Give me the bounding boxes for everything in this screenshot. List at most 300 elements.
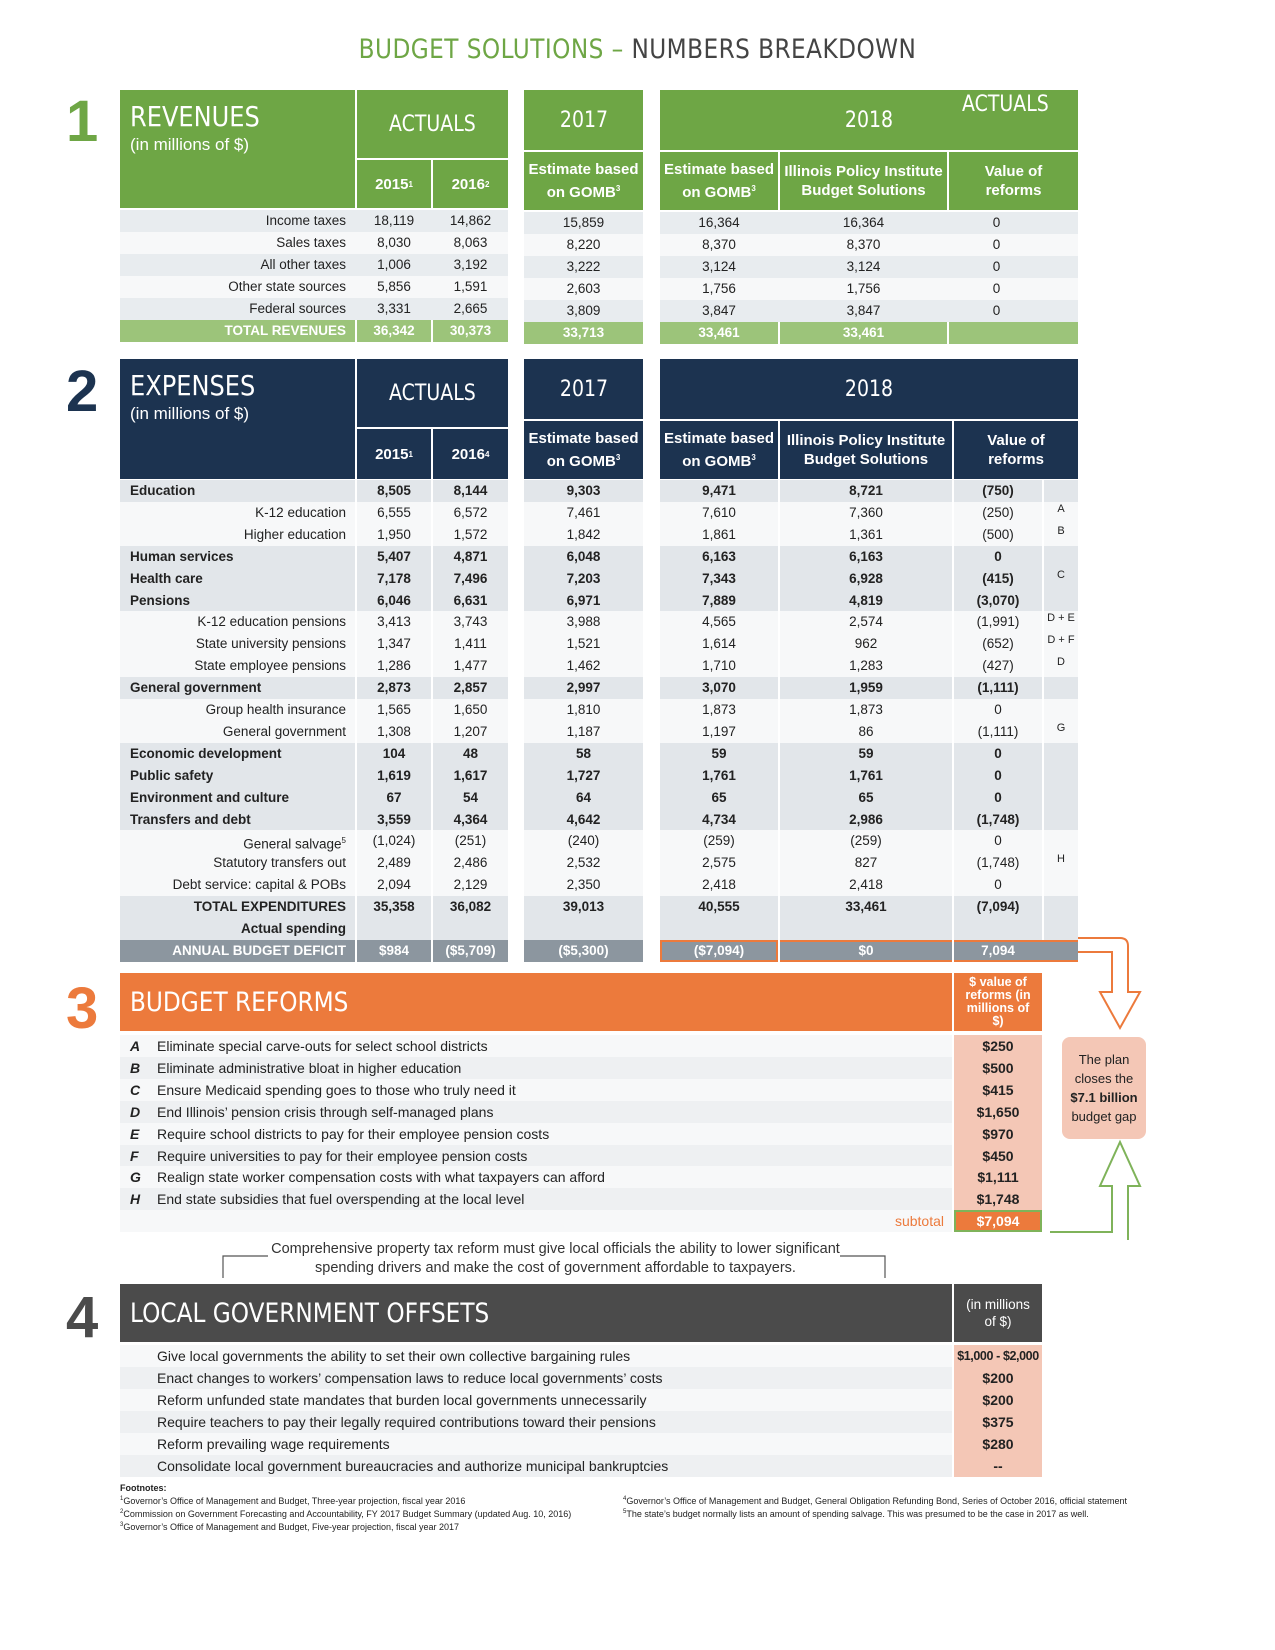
cell-2017-estimate: 6,971 bbox=[566, 593, 601, 608]
reform-value: $970 bbox=[982, 1126, 1014, 1142]
cell-2016: 3,192 bbox=[453, 257, 488, 272]
offset-value: $200 bbox=[982, 1392, 1014, 1408]
cell-2018-estimate: 1,756 bbox=[702, 281, 736, 296]
cell-2017-estimate: 1,521 bbox=[566, 636, 601, 651]
cell-2015: 6,555 bbox=[377, 505, 411, 520]
offset-value: $200 bbox=[982, 1370, 1014, 1386]
reform-reference: A bbox=[1057, 503, 1065, 515]
reform-reference bbox=[1044, 695, 1078, 717]
revenues-header bbox=[120, 90, 355, 208]
cell-2017-estimate: (240) bbox=[567, 833, 600, 848]
cell-vor: (3,070) bbox=[976, 593, 1020, 608]
cell-2016: 2,665 bbox=[453, 301, 488, 316]
cell-2018-estimate: 40,555 bbox=[698, 899, 740, 914]
cell-ipi: 2,574 bbox=[849, 614, 883, 629]
expenses-2018-header: 2018 bbox=[660, 359, 1078, 419]
cell-2017-estimate: 4,642 bbox=[566, 812, 601, 827]
expenses-col-2016: 2016 4 bbox=[433, 429, 508, 479]
cell-2016: (251) bbox=[454, 833, 487, 848]
cell-ipi: 6,163 bbox=[849, 549, 883, 564]
cell-ipi: 1,761 bbox=[849, 768, 883, 783]
cell-2015: 5,856 bbox=[377, 279, 411, 294]
cell-vor bbox=[954, 918, 1042, 940]
expenses-col-2015: 2015 1 bbox=[357, 429, 431, 479]
cell-vor: (7,094) bbox=[976, 899, 1020, 914]
offsets-title: LOCAL GOVERNMENT OFFSETS bbox=[130, 1297, 490, 1329]
cell-2018-estimate: 7,343 bbox=[702, 571, 736, 586]
cell-2016: 1,591 bbox=[453, 279, 488, 294]
reform-reference: G bbox=[1056, 722, 1066, 734]
cell-2016: 54 bbox=[462, 790, 479, 805]
table-row-label: Actual spending bbox=[240, 921, 346, 936]
cell-2018-estimate: 4,565 bbox=[702, 614, 736, 629]
section-number-2: 2 bbox=[66, 359, 99, 424]
reform-value: $415 bbox=[982, 1082, 1014, 1098]
cell-2018-estimate: 9,471 bbox=[702, 483, 736, 498]
deficit-2017: ($5,300) bbox=[558, 943, 609, 958]
deficit-vor: 7,094 bbox=[981, 943, 1015, 958]
cell-vor: 0 bbox=[994, 790, 1002, 805]
table-row-label: Group health insurance bbox=[205, 702, 346, 717]
cell-2018-estimate: 8,370 bbox=[702, 237, 736, 252]
footnote-number: 3 bbox=[120, 1522, 124, 1528]
cell-2017-estimate bbox=[524, 918, 643, 940]
cell-2016: 1,477 bbox=[453, 658, 488, 673]
table-row-label: Human services bbox=[130, 549, 234, 564]
table-row-label: Education bbox=[130, 483, 196, 498]
cell-2018-estimate: (259) bbox=[703, 833, 735, 848]
cell-2017-estimate: 6,048 bbox=[566, 549, 601, 564]
table-row-label: Public safety bbox=[130, 768, 214, 783]
cell-vor: (1,991) bbox=[976, 614, 1020, 629]
cell-2017-estimate: 3,988 bbox=[566, 614, 601, 629]
cell-2016: 1,207 bbox=[453, 724, 488, 739]
row-label-text: General salvage bbox=[243, 836, 342, 852]
section-number-1: 1 bbox=[66, 89, 99, 154]
col-sep bbox=[1042, 480, 1044, 940]
footnote bbox=[623, 1507, 1183, 1520]
revenues-2017-estimate-header: Estimate based on GOMB$^3$ bbox=[524, 152, 643, 210]
revenues-subtitle: (in millions of $) bbox=[130, 135, 250, 154]
cell-2015: 104 bbox=[382, 746, 406, 761]
section-number-3: 3 bbox=[66, 976, 99, 1041]
footnote bbox=[623, 1494, 1183, 1507]
cell-2016 bbox=[433, 918, 508, 940]
cell-2018-estimate: 65 bbox=[711, 790, 727, 805]
cell-ipi: 1,873 bbox=[849, 702, 883, 717]
cell-2018-estimate: 3,847 bbox=[702, 303, 736, 318]
table-row-label: Federal sources bbox=[249, 301, 346, 316]
cell-2017-estimate: 2,350 bbox=[566, 877, 601, 892]
cell-2018-estimate: 59 bbox=[711, 746, 727, 761]
cell-ipi bbox=[780, 918, 952, 940]
reform-reference bbox=[1044, 586, 1078, 608]
total-2018: 33,461 bbox=[698, 325, 740, 340]
cell-2017-estimate: 1,462 bbox=[566, 658, 601, 673]
reform-value: $250 bbox=[982, 1038, 1014, 1054]
offset-item: Reform unfunded state mandates that burden local governments unnecessarily bbox=[157, 1392, 647, 1408]
offset-value: $280 bbox=[982, 1436, 1014, 1452]
cell-2017-estimate: 39,013 bbox=[562, 899, 605, 914]
expenses-2018-estimate-header: Estimate based on GOMB$^3$ bbox=[660, 421, 778, 479]
cell-2016: 8,063 bbox=[453, 235, 488, 250]
offset-value: $1,000 - $2,000 bbox=[957, 1349, 1039, 1363]
cell-2018-estimate: 3,124 bbox=[702, 259, 736, 274]
reforms-header bbox=[120, 973, 952, 1031]
cell-ipi: 8,721 bbox=[849, 483, 883, 498]
table-row-label: State employee pensions bbox=[194, 658, 346, 673]
cell-vor: 0 bbox=[992, 281, 1001, 296]
cell-2016: 1,650 bbox=[453, 702, 488, 717]
cell-ipi: 4,819 bbox=[849, 593, 883, 608]
cell-2016: 14,862 bbox=[449, 213, 492, 228]
cell-2017-estimate: 9,303 bbox=[566, 483, 601, 498]
cell-2018-estimate: 1,761 bbox=[702, 768, 736, 783]
revenues-col-2016: 2016 2 bbox=[433, 160, 508, 208]
expenses-2017-estimate-header: Estimate based on GOMB$^3$ bbox=[524, 421, 643, 479]
reform-letter: F bbox=[130, 1148, 139, 1164]
expenses-vor-header: Value of reforms bbox=[954, 421, 1078, 479]
cell-2015: 3,413 bbox=[377, 614, 411, 629]
cell-2018-estimate: 4,734 bbox=[702, 812, 736, 827]
reforms-value-header: $ value of reforms (in millions of $) bbox=[954, 973, 1042, 1031]
page-title bbox=[89, 34, 1186, 65]
cell-2017-estimate: 58 bbox=[575, 746, 592, 761]
cell-vor: (1,111) bbox=[977, 724, 1019, 739]
offset-item: Consolidate local government bureaucracies and authorize municipal bankruptcies bbox=[157, 1458, 669, 1474]
cell-ipi: 6,928 bbox=[849, 571, 883, 586]
subtotal-value: $7,094 bbox=[954, 1210, 1042, 1232]
cell-ipi: 1,959 bbox=[849, 680, 883, 695]
footnote-text: Governor’s Office of Management and Budget, Three-year projection, fiscal year 2016 bbox=[123, 1496, 466, 1506]
revenues-2017-header: 2017 bbox=[524, 90, 643, 150]
cell-2016: 36,082 bbox=[449, 899, 492, 914]
reform-item: End state subsidies that fuel overspending at the local level bbox=[157, 1191, 525, 1207]
cell-vor: 0 bbox=[992, 303, 1001, 318]
table-row-label: Higher education bbox=[243, 527, 346, 542]
footnotes-left bbox=[120, 1494, 620, 1533]
cell-2017-estimate: 1,842 bbox=[566, 527, 601, 542]
cell-2015: 8,505 bbox=[377, 483, 411, 498]
total-revenues-label: TOTAL REVENUES bbox=[224, 323, 346, 338]
expenses-title: EXPENSES bbox=[130, 369, 256, 402]
cell-2016: 8,144 bbox=[453, 483, 488, 498]
revenues-title: REVENUES bbox=[130, 100, 260, 133]
revenues-vor-header: Value of reforms bbox=[949, 152, 1078, 210]
cell-ipi: 1,361 bbox=[849, 527, 883, 542]
expenses-ipi-header: Illinois Policy Institute Budget Solutions bbox=[780, 421, 952, 479]
cell-2015: 67 bbox=[386, 790, 402, 805]
footnote-text: Commission on Government Forecasting and Accountability, FY 2017 Budget Summary (updated Aug. 10, 2016) bbox=[123, 1509, 572, 1519]
callout-box: The plan closes the $7.1 billion budget gap bbox=[1062, 1037, 1146, 1139]
expenses-2017-header: 2017 bbox=[524, 359, 643, 419]
arrow-up-green bbox=[1050, 1142, 1140, 1240]
cell-2015: 1,006 bbox=[377, 257, 411, 272]
reform-reference: D + F bbox=[1047, 634, 1075, 646]
cell-vor: 0 bbox=[994, 833, 1002, 848]
cell-2015: 18,119 bbox=[373, 213, 415, 228]
footnote-text: The state’s budget normally lists an amount of spending salvage. This was presumed to be the case in 2017 as well. bbox=[626, 1509, 1089, 1519]
cell-2018-estimate: 3,070 bbox=[702, 680, 736, 695]
col-sep bbox=[952, 480, 954, 940]
cell-ipi: 3,847 bbox=[846, 303, 881, 318]
reform-reference bbox=[1044, 542, 1078, 564]
section-number-4: 4 bbox=[66, 1285, 99, 1350]
table-row-label: Other state sources bbox=[228, 279, 346, 294]
offset-item: Reform prevailing wage requirements bbox=[157, 1436, 390, 1452]
cell-ipi: 2,986 bbox=[849, 812, 883, 827]
cell-vor: (750) bbox=[982, 483, 1014, 498]
reform-value: $500 bbox=[982, 1060, 1014, 1076]
cell-2017-estimate: 7,461 bbox=[566, 505, 601, 520]
cell-vor: (1,748) bbox=[976, 812, 1020, 827]
cell-vor: 0 bbox=[994, 877, 1002, 892]
cell-2017-estimate: 8,220 bbox=[566, 237, 601, 252]
row-label-sup: 5 bbox=[341, 836, 346, 845]
table-row-label: All other taxes bbox=[260, 257, 346, 272]
reform-reference bbox=[1044, 761, 1078, 783]
cell-vor: (427) bbox=[982, 658, 1014, 673]
cell-2018-estimate: 2,418 bbox=[702, 877, 736, 892]
footnote-number: 1 bbox=[120, 1496, 124, 1502]
cell-2015: 1,308 bbox=[377, 724, 411, 739]
offset-item: Enact changes to workers’ compensation laws to reduce local governments’ costs bbox=[157, 1370, 663, 1386]
cell-2015: 1,619 bbox=[377, 768, 411, 783]
cell-2016: 1,572 bbox=[453, 527, 488, 542]
offsets-header bbox=[120, 1284, 952, 1342]
table-row-label: K-12 education pensions bbox=[197, 614, 346, 629]
reform-letter: E bbox=[130, 1126, 140, 1142]
reform-reference bbox=[1044, 673, 1078, 695]
table-row-label bbox=[120, 830, 346, 852]
cell-2016: 2,129 bbox=[453, 877, 488, 892]
col-sep bbox=[431, 480, 433, 940]
cell-2016: 1,411 bbox=[454, 636, 487, 651]
reform-reference bbox=[1044, 826, 1078, 848]
cell-2015: 1,286 bbox=[377, 658, 411, 673]
footnote bbox=[120, 1494, 620, 1507]
revenues-2018-estimate-header: Estimate based on GOMB$^3$ bbox=[660, 152, 778, 210]
revenues-ipi-header: Illinois Policy Institute Budget Solutions bbox=[780, 152, 947, 210]
cell-2015: 1,565 bbox=[377, 702, 411, 717]
cell-2018-estimate: 1,873 bbox=[702, 702, 736, 717]
reforms-title: BUDGET REFORMS bbox=[130, 986, 349, 1018]
reform-value: $1,748 bbox=[976, 1191, 1020, 1207]
reform-reference: B bbox=[1057, 525, 1065, 537]
title-part2: NUMBERS BREAKDOWN bbox=[623, 34, 917, 65]
cell-2017-estimate: 3,809 bbox=[566, 303, 601, 318]
cell-vor: 0 bbox=[992, 237, 1001, 252]
cell-2018-estimate: 1,197 bbox=[702, 724, 736, 739]
reform-reference: D bbox=[1057, 656, 1065, 668]
cell-2018-estimate: 1,614 bbox=[702, 636, 736, 651]
cell-vor: 0 bbox=[994, 549, 1002, 564]
cell-2017-estimate: 1,810 bbox=[566, 702, 601, 717]
total-2017: 33,713 bbox=[562, 325, 605, 340]
cell-vor: (1,748) bbox=[976, 855, 1020, 870]
cell-vor: (500) bbox=[982, 527, 1014, 542]
table-row-label: Debt service: capital & POBs bbox=[172, 877, 346, 892]
expenses-subtitle: (in millions of $) bbox=[130, 404, 250, 423]
cell-2017-estimate: 15,859 bbox=[562, 215, 605, 230]
table-row-label: State university pensions bbox=[195, 636, 346, 651]
revenues-col-2015: 2015 1 bbox=[357, 160, 431, 208]
cell-2016: 1,617 bbox=[453, 768, 488, 783]
cell-2015: 8,030 bbox=[377, 235, 411, 250]
table-row-label: Economic development bbox=[130, 746, 282, 761]
footnote-number: 2 bbox=[120, 1509, 124, 1515]
cell-2015: 6,046 bbox=[377, 593, 411, 608]
cell-vor: (415) bbox=[982, 571, 1014, 586]
table-row-label: General government bbox=[130, 680, 262, 695]
reform-reference bbox=[1044, 783, 1078, 805]
table-row-label: Sales taxes bbox=[276, 235, 346, 250]
cell-2016: 48 bbox=[462, 746, 479, 761]
reform-item: Ensure Medicaid spending goes to those who truly need it bbox=[157, 1082, 516, 1098]
footnote-number: 5 bbox=[623, 1509, 627, 1515]
cell-vor: 0 bbox=[992, 215, 1001, 230]
cell-ipi: 16,364 bbox=[842, 215, 885, 230]
reform-reference bbox=[1044, 739, 1078, 761]
arrow-down-orange bbox=[1078, 938, 1140, 1028]
reform-letter: A bbox=[130, 1038, 141, 1054]
cell-ipi: 2,418 bbox=[849, 877, 883, 892]
revenues-2018-header: 2018 bbox=[660, 90, 1078, 150]
reform-reference bbox=[1044, 892, 1078, 914]
cell-2015: 7,178 bbox=[377, 571, 411, 586]
cell-2015: 1,347 bbox=[377, 636, 411, 651]
total-ipi: 33,461 bbox=[842, 325, 885, 340]
reform-item: Require universities to pay for their employee pension costs bbox=[157, 1148, 528, 1164]
cell-vor: (652) bbox=[982, 636, 1014, 651]
cell-2016: 7,496 bbox=[453, 571, 488, 586]
cell-ipi: 827 bbox=[854, 855, 878, 870]
cell-2017-estimate: 2,997 bbox=[566, 680, 601, 695]
cell-2016: 3,743 bbox=[453, 614, 488, 629]
table-row-label: Transfers and debt bbox=[130, 812, 251, 827]
cell-vor: (1,111) bbox=[977, 680, 1019, 695]
cell-2016: 2,857 bbox=[453, 680, 488, 695]
reform-value: $1,650 bbox=[976, 1104, 1020, 1120]
title-part1: BUDGET SOLUTIONS – bbox=[358, 34, 624, 65]
reform-reference: H bbox=[1057, 853, 1065, 865]
reform-item: Eliminate administrative bloat in higher education bbox=[157, 1060, 462, 1076]
reform-item: Require school districts to pay for their employee pension costs bbox=[157, 1126, 550, 1142]
cell-ipi: 33,461 bbox=[845, 899, 887, 914]
reform-reference bbox=[1044, 805, 1078, 827]
reform-letter: H bbox=[130, 1191, 141, 1207]
cell-ipi: 65 bbox=[858, 790, 874, 805]
cell-vor: 0 bbox=[994, 768, 1002, 783]
cell-ipi: 86 bbox=[858, 724, 874, 739]
subtotal-label: subtotal bbox=[894, 1213, 944, 1229]
cell-2017-estimate: 64 bbox=[575, 790, 592, 805]
table-row-label: K-12 education bbox=[255, 505, 346, 520]
cell-2017-estimate: 3,222 bbox=[566, 259, 601, 274]
footnote bbox=[120, 1520, 620, 1533]
footnotes-heading: Footnotes: bbox=[120, 1483, 167, 1493]
table-row-label: Income taxes bbox=[265, 213, 346, 228]
offset-value: -- bbox=[993, 1458, 1003, 1474]
cell-vor: 0 bbox=[994, 702, 1002, 717]
reform-letter: G bbox=[130, 1169, 141, 1185]
cell-ipi: 1,756 bbox=[846, 281, 881, 296]
cell-2018-estimate: 7,610 bbox=[702, 505, 736, 520]
cell-2015: 3,559 bbox=[377, 812, 411, 827]
cell-vor: 0 bbox=[994, 746, 1002, 761]
cell-ipi: 1,283 bbox=[849, 658, 883, 673]
footnote-text: Governor’s Office of Management and Budget, Five-year projection, fiscal year 2017 bbox=[123, 1522, 460, 1532]
cell-2017-estimate: 1,187 bbox=[566, 724, 601, 739]
cell-2018-estimate: 1,710 bbox=[702, 658, 736, 673]
col-sep bbox=[355, 480, 357, 940]
table-row-label: General government bbox=[222, 724, 346, 739]
cell-2017-estimate: 2,603 bbox=[566, 281, 601, 296]
cell-2017-estimate: 7,203 bbox=[566, 571, 601, 586]
deficit-ipi: $0 bbox=[858, 943, 874, 958]
cell-2017-estimate: 1,727 bbox=[566, 768, 601, 783]
cell-2016: 4,364 bbox=[453, 812, 488, 827]
cell-ipi: 59 bbox=[858, 746, 874, 761]
deficit-2015: $984 bbox=[378, 943, 410, 958]
reform-value: $1,111 bbox=[977, 1169, 1019, 1185]
cell-2015: 1,950 bbox=[377, 527, 411, 542]
table-row-label: TOTAL EXPENDITURES bbox=[193, 899, 346, 914]
bracket-text: Comprehensive property tax reform must give local officials the ability to lower significant spending drivers and make the cost of government affordable to taxpayers. bbox=[271, 1241, 840, 1276]
footnote-text: Governor’s Office of Management and Budget, General Obligation Refunding Bond, Series of October 2016, official statement bbox=[626, 1496, 1127, 1506]
cell-2015: 35,358 bbox=[373, 899, 415, 914]
col-sep bbox=[778, 480, 780, 940]
cell-2018-estimate: 7,889 bbox=[702, 593, 736, 608]
offset-item: Give local governments the ability to set their own collective bargaining rules bbox=[157, 1348, 631, 1364]
cell-2018-estimate: 16,364 bbox=[698, 215, 740, 230]
cell-2017-estimate: 2,532 bbox=[566, 855, 601, 870]
offset-value: $375 bbox=[982, 1414, 1014, 1430]
reform-item: Eliminate special carve-outs for select school districts bbox=[157, 1038, 488, 1054]
reform-letter: C bbox=[130, 1082, 141, 1098]
footnotes-right bbox=[623, 1494, 1183, 1520]
cell-ipi: 8,370 bbox=[846, 237, 881, 252]
reform-value: $450 bbox=[982, 1148, 1014, 1164]
cell-vor: (250) bbox=[982, 505, 1014, 520]
reform-reference bbox=[1044, 476, 1078, 498]
reform-item: Realign state worker compensation costs with what taxpayers can afford bbox=[157, 1169, 605, 1185]
revenues-actuals-header: ACTUALS bbox=[357, 90, 508, 158]
reform-letter: B bbox=[130, 1060, 141, 1076]
footnote bbox=[120, 1507, 620, 1520]
cell-2015: 2,094 bbox=[377, 877, 411, 892]
deficit-2018: ($7,094) bbox=[693, 943, 745, 958]
cell-ipi: (259) bbox=[850, 833, 882, 848]
cell-2015: (1,024) bbox=[372, 833, 416, 848]
cell-ipi: 3,124 bbox=[846, 259, 881, 274]
reform-reference: C bbox=[1057, 569, 1065, 581]
reform-reference: D + E bbox=[1047, 612, 1075, 624]
cell-2016: 2,486 bbox=[453, 855, 488, 870]
cell-2016: 6,631 bbox=[453, 593, 488, 608]
reform-letter: D bbox=[130, 1104, 141, 1120]
cell-2018-estimate bbox=[660, 918, 778, 940]
offset-item: Require teachers to pay their legally required contributions toward their pensions bbox=[157, 1414, 656, 1430]
table-row-label: Health care bbox=[130, 571, 203, 586]
table-row-label: Statutory transfers out bbox=[213, 855, 346, 870]
cell-ipi: 962 bbox=[854, 636, 878, 651]
footnote-number: 4 bbox=[623, 1496, 627, 1502]
table-row-label: Pensions bbox=[130, 593, 191, 608]
cell-2015: 2,489 bbox=[377, 855, 411, 870]
total-2016: 30,373 bbox=[449, 323, 492, 338]
cell-2018-estimate: 2,575 bbox=[702, 855, 736, 870]
